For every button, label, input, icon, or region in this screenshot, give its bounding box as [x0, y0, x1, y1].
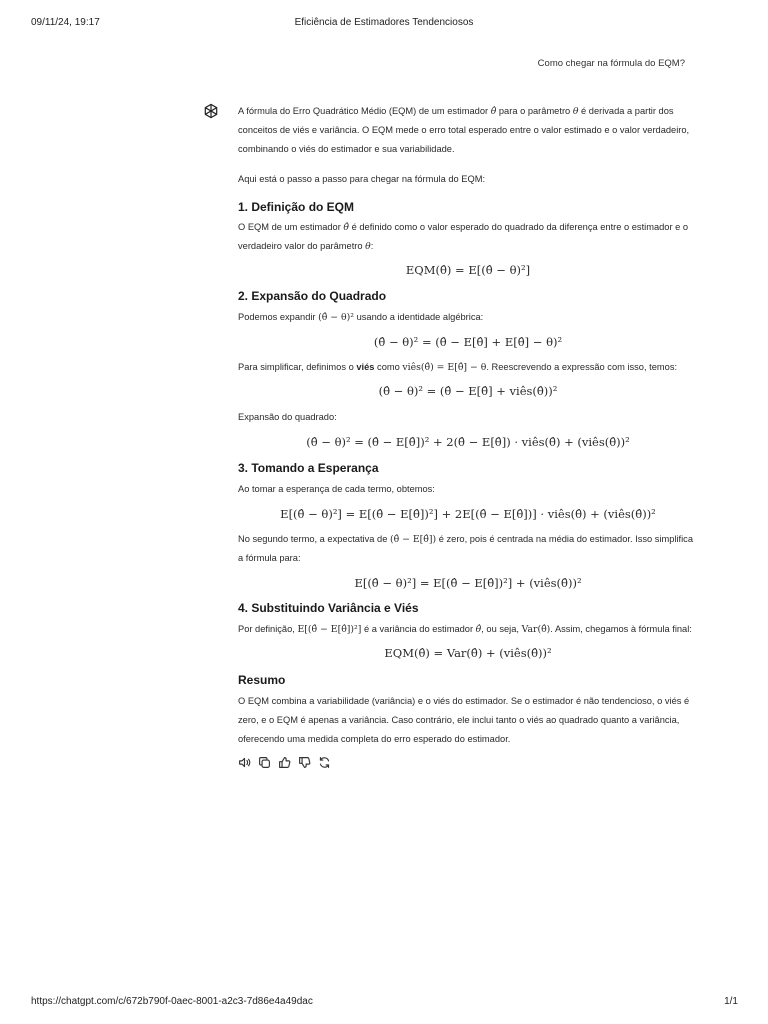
section-4-heading: 4. Substituindo Variância e Viés	[238, 601, 419, 615]
print-title: Eficiência de Estimadores Tendenciosos	[294, 17, 474, 28]
theta-symbol: θ	[572, 106, 579, 117]
equation-with-bias: (θ̂ − θ)² = (θ̂ − E[θ̂] + viês(θ̂))²	[378, 384, 558, 398]
steps-intro: Aqui está o passo a passo para chegar na fórmula do EQM:	[238, 174, 486, 184]
section-3-text: Ao tomar a esperança de cada termo, obtemos:	[238, 484, 435, 494]
equation-expectation: E[(θ̂ − θ)²] = E[(θ̂ − E[θ̂])²] + 2E[(θ̂ − E[θ̂])] · viês(θ̂) + (viês(θ̂))²	[280, 507, 656, 521]
equation-expansion-identity: (θ̂ − θ)² = (θ̂ − E[θ̂] + E[θ̂] − θ)²	[373, 335, 563, 349]
feedback-toolbar	[238, 755, 698, 769]
openai-logo-icon	[202, 102, 220, 120]
thumbs-up-icon[interactable]	[278, 756, 291, 769]
print-footer	[0, 996, 768, 1010]
print-datetime: 09/11/24, 19:17	[31, 17, 100, 28]
equation-expanded-square: (θ̂ − θ)² = (θ̂ − E[θ̂])² + 2(θ̂ − E[θ̂]) · viês(θ̂) + (viês(θ̂))²	[306, 435, 630, 449]
section-3-heading: 3. Tomando a Esperança	[238, 461, 379, 475]
intro-paragraph: A fórmula do Erro Quadrático Médio (EQM) de um estimador θ̂ para o parâmetro θ é derivada a partir dos conceitos de viés e variância. O EQM mede o erro total esperado entre o valor estimado e o valor verdadeiro, combinando o viés do estimador e sua variabilidade.	[238, 106, 690, 154]
theta-hat-symbol: θ̂	[490, 106, 497, 117]
section-2-text: Podemos expandir (θ̂ − θ)² usando a identidade algébrica:	[238, 312, 484, 323]
section-4-text: Por definição, E[(θ̂ − E[θ̂])²] é a variância do estimador θ̂, ou seja, Var(θ̂). Assim, chegamos à fórmula final:	[238, 624, 692, 635]
regenerate-icon[interactable]	[318, 756, 331, 769]
section-2-heading: 2. Expansão do Quadrado	[238, 289, 387, 303]
section-2-bias-text: Para simplificar, definimos o viés como viês(θ̂) = E[θ̂] − θ. Reescrevendo a expressão com isso, temos:	[238, 362, 678, 373]
assistant-answer	[238, 102, 698, 769]
section-3-second-term-text: No segundo termo, a expectativa de (θ̂ − E[θ̂]) é zero, pois é centrada na média do estimador. Isso simplifica a fórmula para:	[238, 534, 693, 563]
equation-simplified: E[(θ̂ − θ)²] = E[(θ̂ − E[θ̂])²] + (viês(θ̂))²	[354, 576, 582, 590]
section-2-expansion-label: Expansão do quadrado:	[238, 412, 337, 422]
print-page-number: 1/1	[724, 996, 738, 1007]
print-url: https://chatgpt.com/c/672b790f-0aec-8001-a2c3-7d86e4a49dac	[31, 996, 313, 1007]
section-1-text: O EQM de um estimador θ̂ é definido como o valor esperado do quadrado da diferença entre o estimador e o verdadeiro valor do parâmetro θ:	[238, 222, 689, 252]
copy-icon[interactable]	[258, 756, 271, 769]
equation-eqm-definition: EQM(θ̂) = E[(θ̂ − θ)²]	[405, 263, 531, 277]
summary-heading: Resumo	[238, 673, 286, 687]
print-header	[0, 17, 768, 31]
read-aloud-icon[interactable]	[238, 756, 251, 769]
user-message: Como chegar na fórmula do EQM?	[537, 58, 685, 69]
thumbs-down-icon[interactable]	[298, 756, 311, 769]
section-1-heading: 1. Definição do EQM	[238, 200, 355, 214]
summary-text: O EQM combina a variabilidade (variância) e o viés do estimador. Se o estimador é não tendencioso, o viés é zero, e o EQM é apenas a variância. Caso contrário, ele inclui tanto o viés ao quadrado quanto a variância, oferecendo uma medida completa do erro esperado do estimador.	[238, 696, 690, 744]
equation-final-eqm: EQM(θ̂) = Var(θ̂) + (viês(θ̂))²	[384, 646, 552, 660]
